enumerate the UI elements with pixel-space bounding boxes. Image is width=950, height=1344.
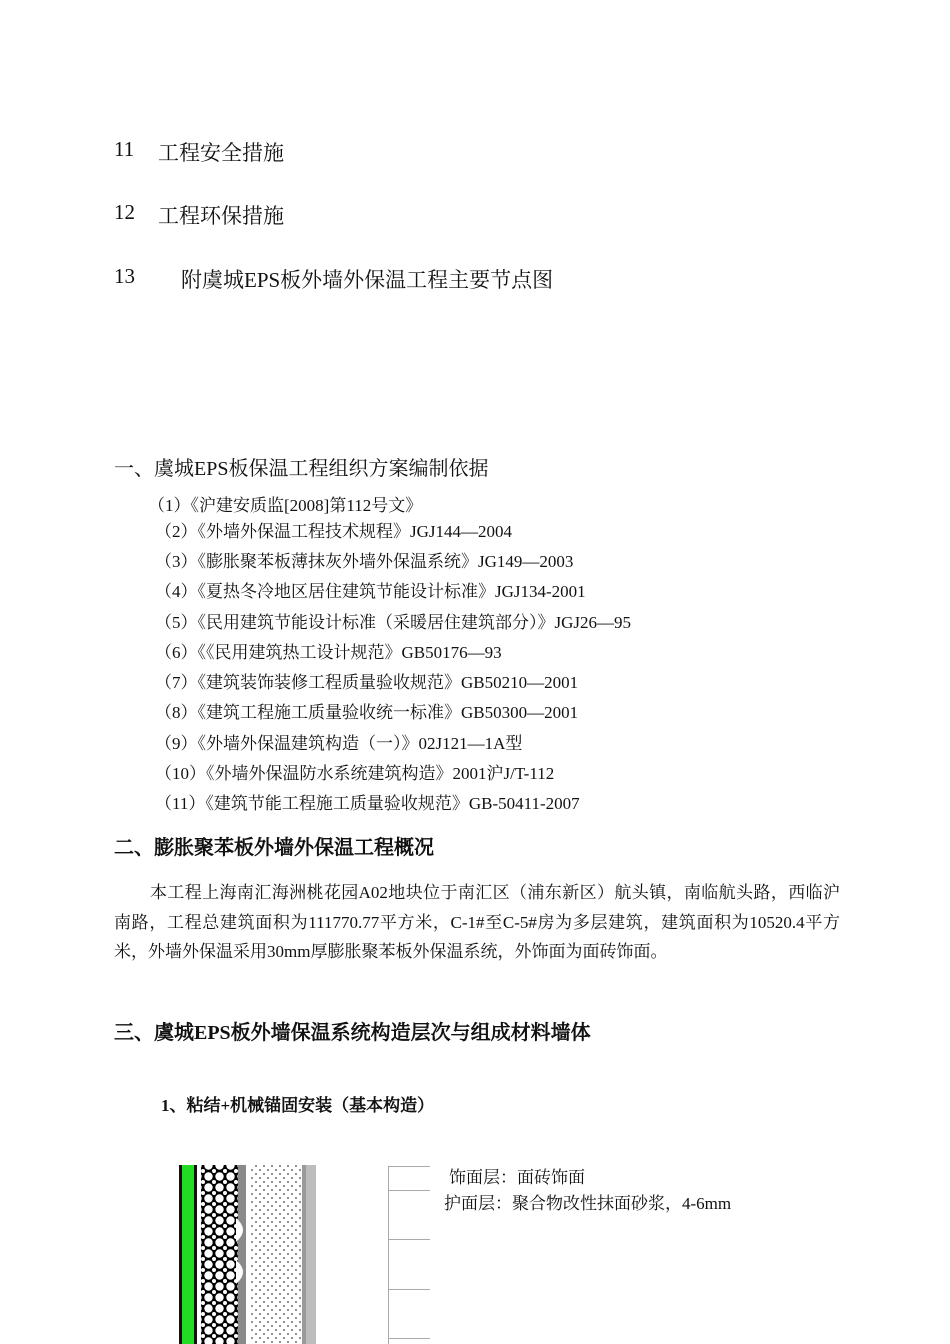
toc-title: 工程安全措施	[158, 141, 284, 165]
project-overview-paragraph: 本工程上海南汇海洲桃花园A02地块位于南汇区（浦东新区）航头镇，南临航头路，西临沪南路，工程总建筑面积为111770.77平方米，C-1#至C-5#房为多层建筑，建筑面积为10520.4平方米，外墙外保温采用30mm厚膨胀聚苯板外保温系统，外饰面为面砖饰面。	[114, 883, 840, 961]
toc-number: 13	[114, 264, 135, 288]
toc-number: 11	[114, 137, 135, 161]
layer-label-finish: 饰面层：面砖饰面	[449, 1168, 585, 1187]
eps-board-layer	[250, 1165, 302, 1344]
toc-title: 附虞城EPS板外墙外保温工程主要节点图	[181, 268, 554, 292]
base-wall-layer	[302, 1165, 306, 1344]
toc-title: 工程环保措施	[158, 204, 284, 228]
anchor-strip	[238, 1165, 246, 1344]
leader-line	[388, 1166, 430, 1167]
subsection-heading: 1、粘结+机械锚固安装（基本构造）	[161, 1096, 435, 1115]
reference-item: （3）《膨胀聚苯板薄抹灰外墙外保温系统》JG149—2003	[155, 552, 574, 571]
leader-line	[388, 1338, 430, 1339]
reference-item: （11）《建筑节能工程施工质量验收规范》GB-50411-2007	[155, 794, 580, 813]
reference-item: （5）《民用建筑节能设计标准（采暖居住建筑部分）》JGJ26—95	[155, 613, 632, 632]
reference-item: （10）《外墙外保温防水系统建筑构造》2001沪J/T-112	[155, 764, 555, 783]
render-layer	[197, 1165, 201, 1344]
reference-item: （6）《《民用建筑热工设计规范》GB50176—93	[155, 643, 502, 662]
wall-construction-diagram	[170, 1160, 330, 1344]
leader-vertical-line	[388, 1166, 389, 1344]
reference-item: （8）《建筑工程施工质量验收统一标准》GB50300—2001	[155, 703, 579, 722]
leader-line	[388, 1190, 430, 1191]
mesh-layer	[201, 1165, 238, 1344]
section1-heading: 一、虞城EPS板保温工程组织方案编制依据	[114, 458, 489, 480]
toc-number: 12	[114, 200, 135, 224]
reference-item: （9）《外墙外保温建筑构造（一）》02J121—1A型	[155, 734, 523, 753]
reference-item: （1）《沪建安质监[2008]第112号文》	[148, 496, 423, 515]
leader-line	[388, 1289, 430, 1290]
reference-item: （7）《建筑装饰装修工程质量验收规范》GB50210—2001	[155, 673, 579, 692]
base-wall-layer	[306, 1165, 316, 1344]
reference-item: （4）《夏热冬冷地区居住建筑节能设计标准》JGJ134-2001	[155, 582, 586, 601]
leader-line	[388, 1239, 430, 1240]
adhesive-layer	[246, 1165, 250, 1344]
reference-item: （2）《外墙外保温工程技术规程》JGJ144—2004	[155, 522, 513, 541]
section3-heading: 三、虞城EPS板外墙保温系统构造层次与组成材料墙体	[114, 1022, 591, 1044]
layer-label-protective: 护面层：聚合物改性抹面砂浆，4-6mm	[444, 1194, 732, 1213]
layer-divider	[194, 1165, 197, 1344]
section2-heading: 二、膨胀聚苯板外墙外保温工程概况	[114, 837, 434, 859]
finish-layer	[182, 1165, 194, 1344]
